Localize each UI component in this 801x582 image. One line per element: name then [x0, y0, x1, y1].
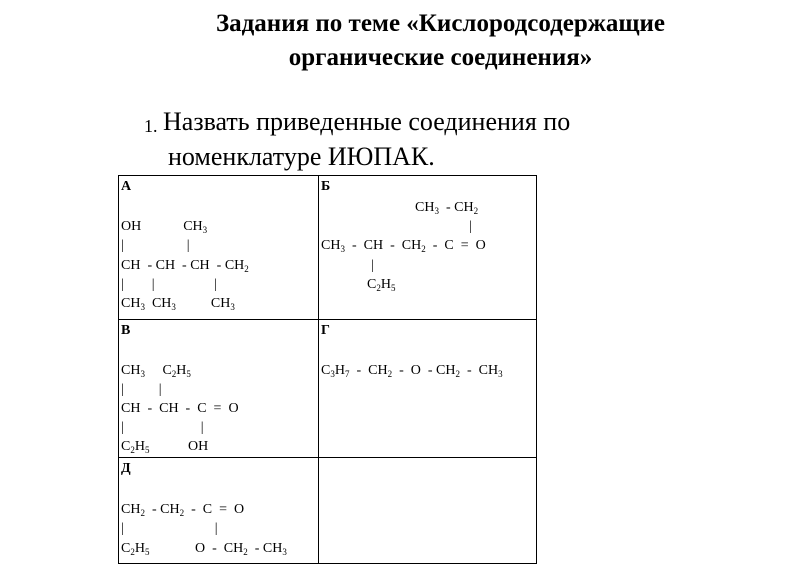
- cell-v-row-2: | |: [121, 382, 162, 397]
- cell-d: [118, 457, 319, 564]
- task-text-line-1: Назвать приведенные соединения по: [163, 107, 571, 136]
- cell-a-row-2: | |: [121, 238, 190, 253]
- cell-v-row-4: | |: [121, 420, 204, 435]
- cell-a-label: А: [121, 179, 132, 194]
- title-line-1: Задания по теме «Кислородсодержащие: [215, 10, 666, 37]
- cell-b: [318, 175, 537, 320]
- cell-empty: [318, 457, 537, 564]
- cell-b-row-2: |: [469, 219, 472, 234]
- cell-b-row-4: |: [371, 258, 374, 273]
- compounds-table: [118, 175, 537, 564]
- cell-b-row-1: $CH_3 - CH_2$: [415, 200, 479, 216]
- title-line-2: органические соединения»: [288, 44, 593, 71]
- task-text-line-2: номенклатуре ИЮПАК.: [168, 142, 435, 171]
- cell-v-row-5: $C_2H_5$ OH: [121, 439, 209, 455]
- cell-b-label: Б: [321, 179, 331, 194]
- cell-v: [118, 319, 319, 458]
- cell-a-row-1: OH $CH_3$: [121, 219, 208, 235]
- cell-b-row-5: $C_2H_5$: [367, 277, 396, 293]
- cell-v-row-3: CH - CH - C = O: [121, 401, 239, 416]
- cell-d-row-2: | |: [121, 521, 218, 536]
- cell-a-row-4: | | |: [121, 277, 217, 292]
- cell-a: [118, 175, 319, 320]
- cell-g-label: Г: [321, 323, 330, 338]
- cell-d-row-1: $CH_2 - CH_2 - C = O$: [121, 502, 245, 518]
- cell-a-row-3: CH - CH - CH - $CH_2$: [121, 258, 249, 274]
- cell-g: [318, 319, 537, 458]
- task-number: 1.: [144, 116, 158, 136]
- cell-b-row-3: $CH_3$ - CH - $CH_2 - C = O$: [321, 238, 486, 254]
- cell-d-label: Д: [121, 461, 131, 476]
- cell-v-row-1: $CH_3$ $C_2H_5$: [121, 363, 191, 379]
- cell-d-row-3: $C_2H_5$ O - $CH_2 - CH_3$: [121, 541, 287, 557]
- cell-v-label: В: [121, 323, 131, 338]
- cell-g-row-1: $C_3H_7 - CH_2$ - O - $CH_2 - CH_3$: [321, 363, 503, 379]
- cell-a-row-5: $CH_3$ $CH_3$ $CH_3$: [121, 296, 235, 312]
